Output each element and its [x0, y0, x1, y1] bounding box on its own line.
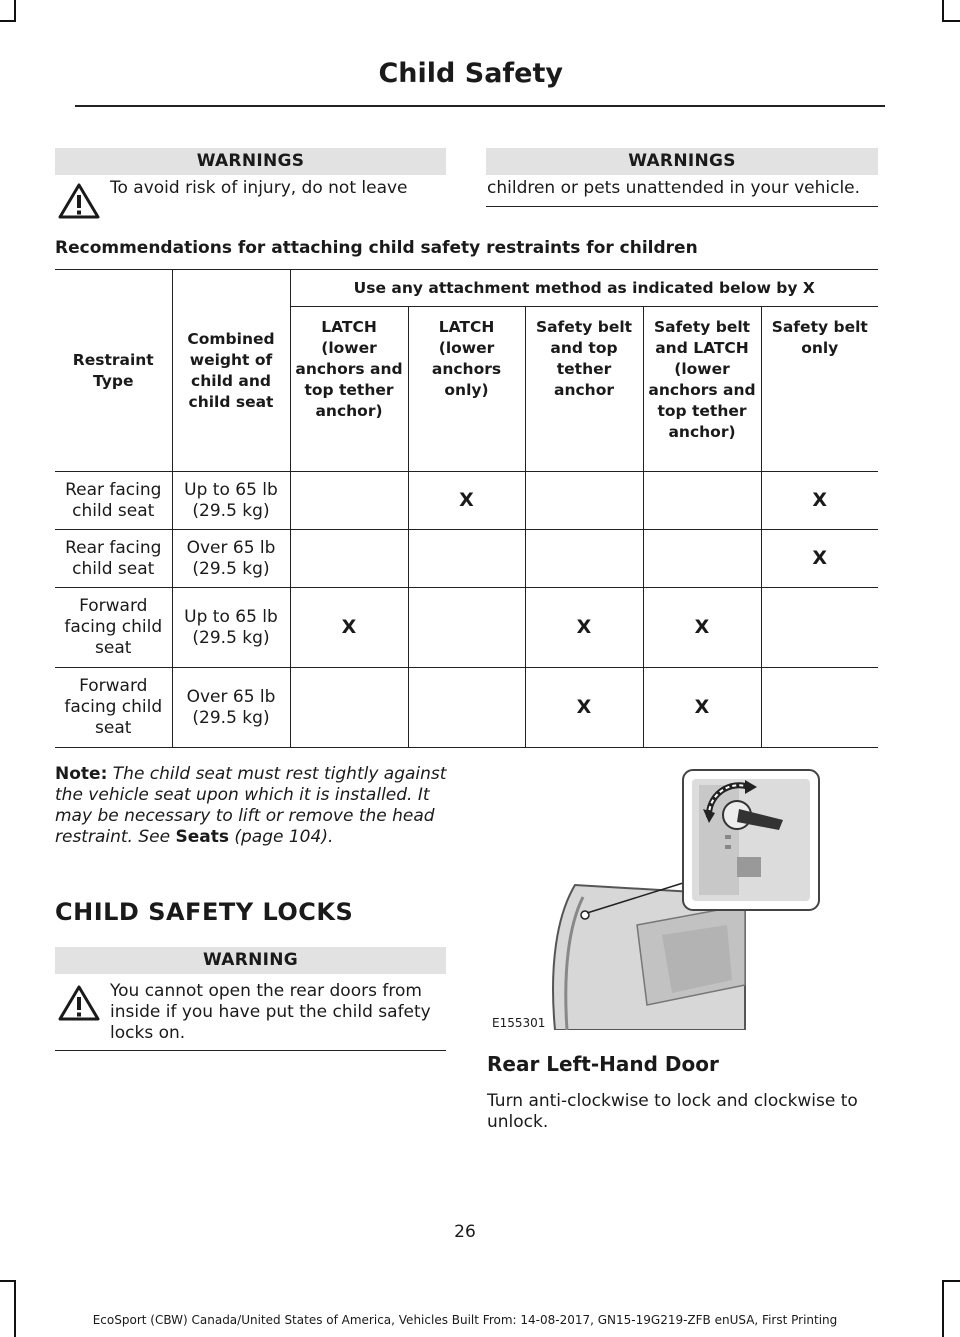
restraint-type-cell: Forward facing child seat [55, 668, 172, 748]
header-divider [75, 105, 885, 107]
method-mark [408, 668, 525, 748]
restraint-type-cell: Rear facing child seat [55, 472, 172, 530]
method-mark [408, 530, 525, 588]
page-title: Child Safety [378, 58, 563, 89]
crop-mark [0, 20, 16, 22]
method-mark: X [525, 588, 643, 668]
page-number: 26 [454, 1222, 476, 1242]
attachment-table [55, 269, 878, 748]
footer-text: EcoSport (CBW) Canada/United States of America, Vehicles Built From: 14-08-2017, GN15-19G219-ZFB enUSA, First Printing [92, 1313, 838, 1327]
crop-mark [14, 0, 16, 22]
crop-mark [14, 1280, 16, 1337]
method-mark: X [761, 530, 878, 588]
crop-mark [942, 20, 960, 22]
weight-cell: Over 65 lb (29.5 kg) [172, 530, 290, 588]
warning-header: WARNING [55, 947, 446, 974]
warning-text-left: To avoid risk of injury, do not leave [110, 178, 408, 198]
method-mark [290, 530, 408, 588]
restraint-type-cell: Forward facing child seat [55, 588, 172, 668]
warning-triangle-icon [57, 984, 101, 1022]
column-header-method: LATCH (lower anchors and top tether anchor) [290, 307, 408, 472]
method-mark [761, 588, 878, 668]
method-mark [408, 588, 525, 668]
method-mark [761, 668, 878, 748]
column-header-weight: Combined weight of child and child seat [172, 270, 290, 472]
column-header-method: LATCH (lower anchors only) [408, 307, 525, 472]
warning-header-left: WARNINGS [55, 148, 446, 175]
crop-mark [0, 1280, 16, 1282]
column-header-method: Safety belt only [761, 307, 878, 472]
method-mark [643, 530, 761, 588]
method-mark: X [761, 472, 878, 530]
seats-link[interactable]: Seats [175, 827, 229, 847]
figure-code: E155301 [492, 1016, 546, 1030]
method-mark: X [643, 668, 761, 748]
method-mark: X [290, 588, 408, 668]
warning-header-right: WARNINGS [486, 148, 878, 175]
method-mark: X [525, 668, 643, 748]
crop-mark [942, 0, 944, 22]
weight-cell: Up to 65 lb (29.5 kg) [172, 472, 290, 530]
warning-text: You cannot open the rear doors from inside if you have put the child safety locks on. [110, 981, 431, 1043]
note-label: Note: [55, 764, 108, 784]
table-row [55, 668, 878, 748]
table-row [55, 530, 878, 588]
column-header-method: Safety belt and top tether anchor [525, 307, 643, 472]
door-illustration [487, 765, 880, 1030]
weight-cell: Over 65 lb (29.5 kg) [172, 668, 290, 748]
restraint-type-cell: Rear facing child seat [55, 530, 172, 588]
method-mark: X [408, 472, 525, 530]
column-header-method: Safety belt and LATCH (lower anchors and top tether anchor) [643, 307, 761, 472]
note-paragraph [55, 764, 450, 848]
note-page-ref: (page 104). [234, 827, 334, 847]
method-mark [525, 472, 643, 530]
crop-mark [942, 1280, 944, 1337]
table-row [55, 472, 878, 530]
method-mark: X [643, 588, 761, 668]
warning-triangle-icon [57, 182, 101, 220]
table-title: Recommendations for attaching child safety restraints for children [55, 238, 698, 258]
method-mark [290, 668, 408, 748]
table-row [55, 588, 878, 668]
method-mark [643, 472, 761, 530]
column-header-restraint: Restraint Type [55, 270, 172, 472]
method-mark [290, 472, 408, 530]
weight-cell: Up to 65 lb (29.5 kg) [172, 588, 290, 668]
door-instructions: Turn anti-clockwise to lock and clockwise to unlock. [487, 1091, 858, 1132]
crop-mark [942, 1280, 960, 1282]
warning-divider [486, 206, 878, 207]
door-heading: Rear Left-Hand Door [487, 1052, 719, 1076]
warning-text-right: children or pets unattended in your vehicle. [487, 178, 861, 198]
group-header: Use any attachment method as indicated below by X [290, 270, 878, 307]
warning-divider [55, 1050, 446, 1051]
method-mark [525, 530, 643, 588]
note-text: The child seat must rest tightly against the vehicle seat upon which it is installed. It may be necessary to lift or remove the head restraint. See [55, 764, 447, 847]
section-heading: CHILD SAFETY LOCKS [55, 898, 354, 926]
